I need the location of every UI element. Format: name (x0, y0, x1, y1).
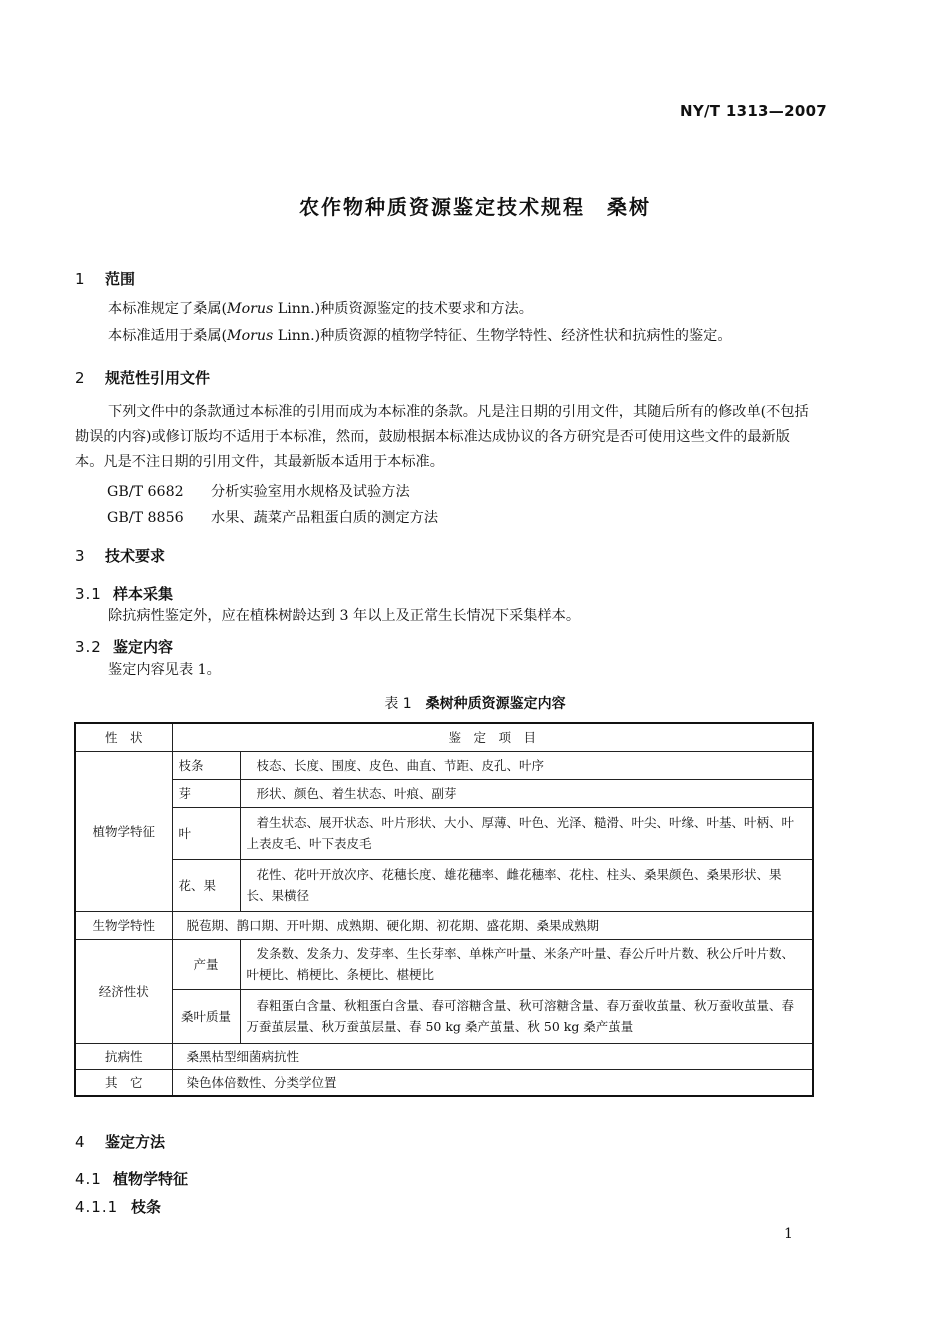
category-cell: 抗病性 (75, 1043, 172, 1069)
table-header-row (75, 723, 813, 751)
reference-title: 水果、蔬菜产品粗蛋白质的测定方法 (211, 510, 439, 526)
table-row (75, 807, 813, 859)
text-segment: Linn.)种质资源鉴定的技术要求和方法。 (273, 301, 533, 317)
subcategory-cell: 芽 (172, 779, 240, 807)
section-1-paragraph-2 (75, 324, 815, 349)
identification-table (74, 722, 814, 1097)
text-segment: 本标准适用于桑属( (108, 328, 228, 344)
section-number: 4.1 (75, 1170, 102, 1188)
reference-code: GB/T 6682 (107, 484, 184, 500)
section-title: 规范性引用文件 (105, 369, 211, 387)
reference-code: GB/T 8856 (107, 510, 184, 526)
italic-genus: Morus (227, 328, 274, 344)
items-cell: 形状、颜色、着生状态、叶痕、副芽 (240, 779, 813, 807)
items-cell: 桑黑枯型细菌病抗性 (172, 1043, 813, 1069)
category-cell: 经济性状 (75, 939, 172, 1043)
reference-title: 分析实验室用水规格及试验方法 (211, 484, 410, 500)
section-title: 鉴定方法 (105, 1133, 166, 1151)
section-1-paragraph-1 (75, 297, 815, 322)
section-title: 枝条 (131, 1198, 162, 1216)
table-title: 桑树种质资源鉴定内容 (425, 696, 566, 712)
table-row (75, 779, 813, 807)
page-number: 1 (784, 1226, 793, 1242)
document-title: 农作物种质资源鉴定技术规程 桑树 (299, 195, 651, 219)
items-cell: 春粗蛋白含量、秋粗蛋白含量、春可溶糖含量、秋可溶糖含量、春万蚕收茧量、秋万蚕收茧量、春万蚕茧层量、秋万蚕茧层量、春 50 kg 桑产茧量、秋 50 kg 桑产茧量 (240, 989, 813, 1043)
section-number: 3 (75, 547, 85, 565)
text-segment: 本标准规定了桑属( (108, 301, 228, 317)
section-number: 4.1.1 (75, 1198, 119, 1216)
table-row (75, 989, 813, 1043)
section-4-1-1-heading (75, 1196, 161, 1217)
section-number: 1 (75, 270, 85, 288)
section-title: 技术要求 (105, 547, 166, 565)
subcategory-cell: 叶 (172, 807, 240, 859)
section-title: 范围 (105, 270, 136, 288)
section-4-1-heading (75, 1168, 188, 1189)
section-3-2-text: 鉴定内容见表 1。 (108, 662, 221, 678)
category-cell: 其 它 (75, 1069, 172, 1096)
standard-code: NY/T 1313—2007 (680, 102, 828, 120)
section-number: 2 (75, 369, 85, 387)
table-row (75, 939, 813, 989)
section-3-1-heading (75, 583, 173, 604)
text-segment: Linn.)种质资源的植物学特征、生物学特性、经济性状和抗病性的鉴定。 (273, 328, 732, 344)
category-cell: 生物学特性 (75, 911, 172, 939)
items-cell: 着生状态、展开状态、叶片形状、大小、厚薄、叶色、光泽、糙滑、叶尖、叶缘、叶基、叶柄、叶上表皮毛、叶下表皮毛 (240, 807, 813, 859)
items-cell: 染色体倍数性、分类学位置 (172, 1069, 813, 1096)
reference-item (107, 507, 438, 527)
section-title: 样本采集 (113, 585, 174, 603)
category-cell: 植物学特征 (75, 751, 172, 911)
header-items: 鉴 定 项 目 (172, 723, 813, 751)
header-trait: 性 状 (75, 723, 172, 751)
section-2-paragraph: 下列文件中的条款通过本标准的引用而成为本标准的条款。凡是注日期的引用文件，其随后所有的修改单(不包括勘误的内容)或修订版均不适用于本标准，然而，鼓励根据本标准达成协议的各方研究是否可使用这些文件的最新版本。凡是不注日期的引用文件，其最新版本适用于本标准。 (75, 404, 809, 470)
section-number: 4 (75, 1133, 85, 1151)
section-1-heading (75, 268, 135, 289)
table-row (75, 751, 813, 779)
items-cell: 发条数、发条力、发芽率、生长芽率、单株产叶量、米条产叶量、春公斤叶片数、秋公斤叶片数、叶梗比、梢梗比、条梗比、椹梗比 (240, 939, 813, 989)
section-2-heading (75, 367, 210, 388)
items-cell: 脱苞期、鹊口期、开叶期、成熟期、硬化期、初花期、盛花期、桑果成熟期 (172, 911, 813, 939)
section-3-1-text: 除抗病性鉴定外，应在植株树龄达到 3 年以上及正常生长情况下采集样本。 (108, 608, 581, 624)
subcategory-cell: 产量 (172, 939, 240, 989)
items-cell: 花性、花叶开放次序、花穗长度、雄花穗率、雌花穗率、花柱、柱头、桑果颜色、桑果形状、果长、果横径 (240, 859, 813, 911)
section-3-heading (75, 545, 165, 566)
section-4-heading (75, 1131, 165, 1152)
section-number: 3.2 (75, 638, 102, 656)
table-caption (0, 693, 950, 713)
section-number: 3.1 (75, 585, 102, 603)
table-row (75, 1043, 813, 1069)
reference-item (107, 481, 410, 501)
section-title: 植物学特征 (113, 1170, 189, 1188)
section-title: 鉴定内容 (113, 638, 174, 656)
table-row (75, 859, 813, 911)
subcategory-cell: 枝条 (172, 751, 240, 779)
section-3-2-heading (75, 636, 173, 657)
subcategory-cell: 花、果 (172, 859, 240, 911)
table-row (75, 911, 813, 939)
table-row (75, 1069, 813, 1096)
italic-genus: Morus (227, 301, 274, 317)
table-number: 表 1 (384, 696, 412, 712)
items-cell: 枝态、长度、围度、皮色、曲直、节距、皮孔、叶序 (240, 751, 813, 779)
subcategory-cell: 桑叶质量 (172, 989, 240, 1043)
